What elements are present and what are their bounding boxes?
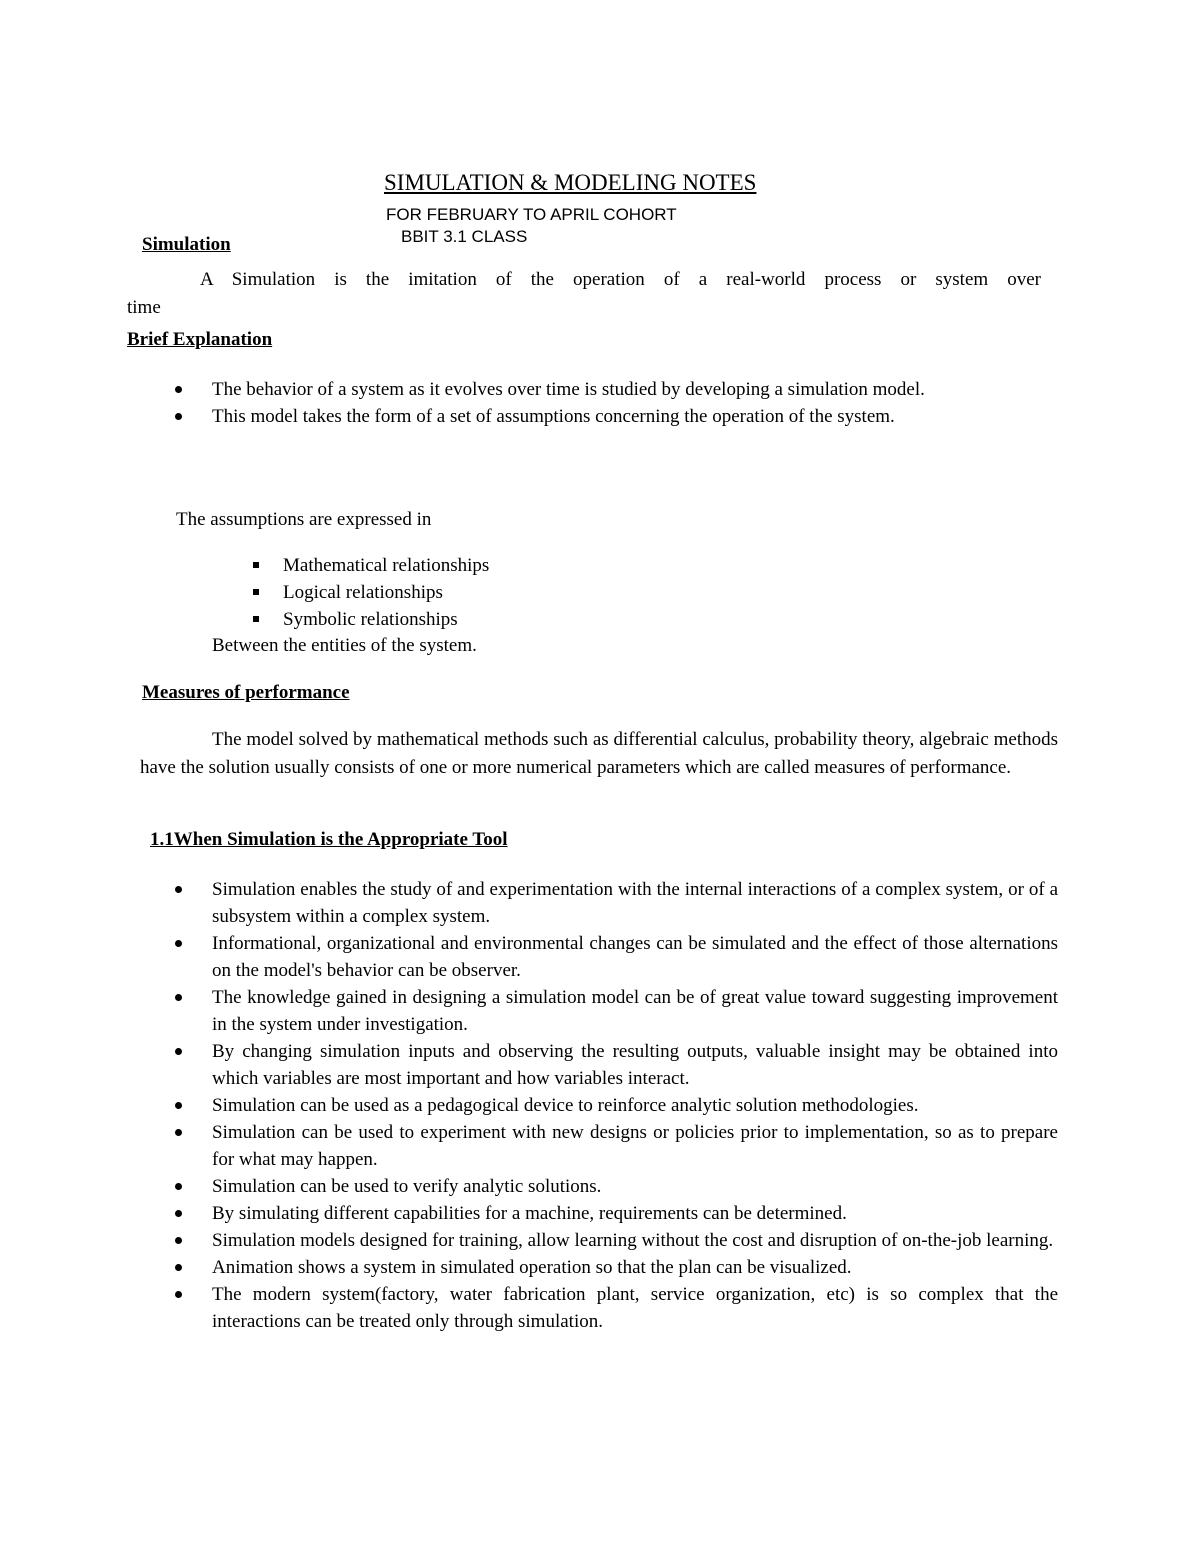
square-bullet-icon xyxy=(253,589,259,595)
measures-heading: Measures of performance xyxy=(142,682,350,703)
list-item: Simulation can be used to experiment with new designs or policies prior to implementation, so as to prepare for what may happen. xyxy=(212,1119,1058,1173)
class-subtitle: BBIT 3.1 CLASS xyxy=(401,227,528,246)
bullet-icon xyxy=(175,1048,182,1055)
list-item: Logical relationships xyxy=(283,579,683,606)
simulation-heading: Simulation xyxy=(142,234,231,255)
bullet-icon xyxy=(175,386,182,393)
list-item: Symbolic relationships xyxy=(283,606,683,633)
bullet-icon xyxy=(175,886,182,893)
bullet-icon xyxy=(175,1237,182,1244)
bullet-icon xyxy=(175,413,182,420)
bullet-icon xyxy=(175,1183,182,1190)
brief-explanation-heading: Brief Explanation xyxy=(127,329,273,350)
bullet-icon xyxy=(175,1102,182,1109)
brief-explanation-list xyxy=(212,376,1058,430)
list-item: Mathematical relationships xyxy=(283,552,683,579)
list-item: By simulating different capabilities for a machine, requirements can be determined. xyxy=(212,1200,1058,1227)
square-bullet-icon xyxy=(253,562,259,568)
list-item: Simulation models designed for training, allow learning without the cost and disruption of on-the-job learning. xyxy=(212,1227,1058,1254)
cohort-subtitle: FOR FEBRUARY TO APRIL COHORT xyxy=(386,205,677,224)
assumption-types-list xyxy=(283,552,683,633)
list-item: The modern system(factory, water fabrication plant, service organization, etc) is so complex that the interactions can be treated only through simulation. xyxy=(212,1281,1058,1335)
simulation-definition-cont: time xyxy=(127,297,161,318)
list-item: Informational, organizational and environmental changes can be simulated and the effect of those alternations on the model's behavior can be observer. xyxy=(212,930,1058,984)
assumptions-intro: The assumptions are expressed in xyxy=(176,509,432,530)
simulation-definition: A Simulation is the imitation of the operation of a real-world process or system over xyxy=(200,269,1041,290)
appropriate-tool-heading: 1.1When Simulation is the Appropriate Tool xyxy=(150,829,508,850)
document-title: SIMULATION & MODELING NOTES xyxy=(384,170,757,195)
bullet-icon xyxy=(175,1129,182,1136)
assumptions-outro: Between the entities of the system. xyxy=(212,635,477,656)
list-item: By changing simulation inputs and observing the resulting outputs, valuable insight may be obtained into which variables are most important and how variables interact. xyxy=(212,1038,1058,1092)
bullet-icon xyxy=(175,1210,182,1217)
bullet-icon xyxy=(175,1264,182,1271)
measures-paragraph: The model solved by mathematical methods such as differential calculus, probability theory, algebraic methods have the solution usually consists of one or more numerical parameters which are called measures of performance. xyxy=(140,729,1058,778)
list-item: The behavior of a system as it evolves over time is studied by developing a simulation model. xyxy=(212,376,1058,403)
bullet-icon xyxy=(175,1291,182,1298)
list-item: This model takes the form of a set of assumptions concerning the operation of the system. xyxy=(212,403,1058,430)
list-item: The knowledge gained in designing a simulation model can be of great value toward suggesting improvement in the system under investigation. xyxy=(212,984,1058,1038)
square-bullet-icon xyxy=(253,616,259,622)
bullet-icon xyxy=(175,940,182,947)
appropriate-tool-list xyxy=(212,876,1058,1335)
list-item: Simulation can be used as a pedagogical device to reinforce analytic solution methodologies. xyxy=(212,1092,1058,1119)
list-item: Simulation can be used to verify analytic solutions. xyxy=(212,1173,1058,1200)
bullet-icon xyxy=(175,994,182,1001)
list-item: Simulation enables the study of and experimentation with the internal interactions of a complex system, or of a subsystem within a complex system. xyxy=(212,876,1058,930)
list-item: Animation shows a system in simulated operation so that the plan can be visualized. xyxy=(212,1254,1058,1281)
